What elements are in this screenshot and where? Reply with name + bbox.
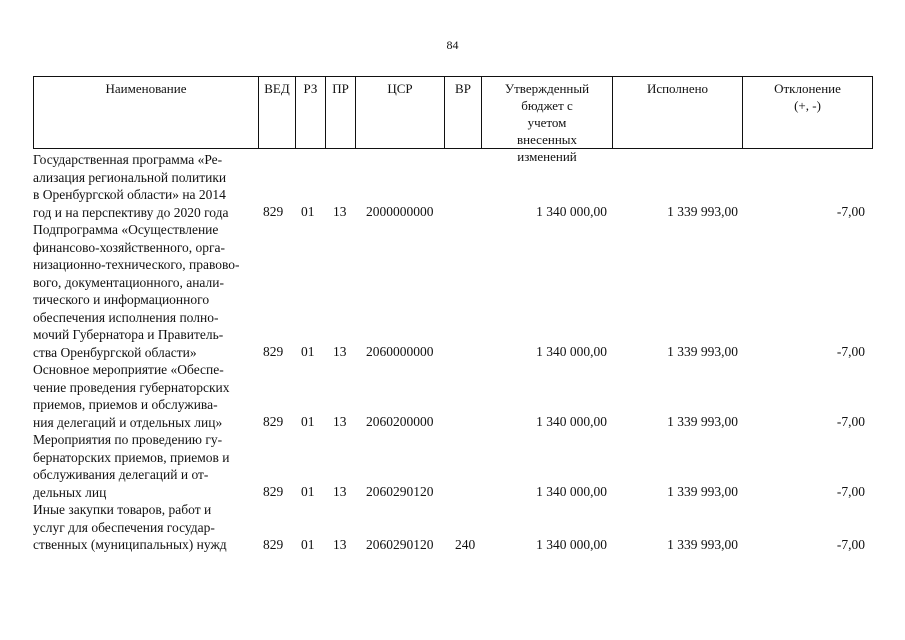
header-deviation: Отклонение (+, -)	[742, 77, 872, 148]
table-header	[33, 76, 873, 164]
row-pr: 13	[333, 537, 347, 552]
row-ved: 829	[263, 537, 284, 552]
row-budget: 1 340 000,00	[536, 344, 607, 359]
row-executed: 1 339 993,00	[667, 204, 738, 219]
row-name: Иные закупки товаров, работ и услуг для обеспечения государ- ственных (муниципальных) нужд	[33, 502, 227, 552]
table-row	[33, 431, 873, 503]
row-budget: 1 340 000,00	[536, 204, 607, 219]
row-ved: 829	[263, 204, 284, 219]
header-pr: ПР	[325, 77, 355, 148]
table-row	[33, 221, 873, 363]
row-csr: 2000000000	[366, 204, 434, 219]
row-csr: 2060290120	[366, 484, 434, 499]
header-vr: ВР	[444, 77, 481, 148]
row-deviation: -7,00	[836, 484, 865, 499]
row-executed: 1 339 993,00	[667, 344, 738, 359]
row-csr: 2060200000	[366, 414, 434, 429]
row-executed: 1 339 993,00	[667, 537, 738, 552]
row-ved: 829	[263, 344, 284, 359]
row-deviation: -7,00	[836, 537, 865, 552]
row-ved: 829	[263, 484, 284, 499]
row-executed: 1 339 993,00	[667, 484, 738, 499]
row-budget: 1 340 000,00	[536, 537, 607, 552]
row-name: Государственная программа «Ре- ализация региональной политики в Оренбургской области» на 2014 год и на перспективу до 2020 года	[33, 152, 229, 220]
row-deviation: -7,00	[836, 204, 865, 219]
row-name: Подпрограмма «Осуществление финансово-хозяйственного, орга- низационно-технического, правово- вого, документационного, анали- тического и информационного обеспечения исполнения полно- мочий Губернатора и Правитель- ства Оренбургской области»	[33, 222, 240, 360]
row-rz: 01	[301, 344, 315, 359]
row-deviation: -7,00	[836, 344, 865, 359]
row-ved: 829	[263, 414, 284, 429]
row-rz: 01	[301, 414, 315, 429]
row-rz: 01	[301, 204, 315, 219]
table-row	[33, 361, 873, 433]
table-row	[33, 501, 873, 556]
row-name: Мероприятия по проведению гу- бернаторских приемов, приемов и обслуживания делегаций и от- дельных лиц	[33, 432, 230, 500]
header-rz: РЗ	[295, 77, 325, 148]
row-pr: 13	[333, 344, 347, 359]
row-pr: 13	[333, 484, 347, 499]
header-executed: Исполнено	[612, 77, 742, 148]
header-ved: ВЕД	[258, 77, 295, 148]
row-rz: 01	[301, 537, 315, 552]
row-budget: 1 340 000,00	[536, 484, 607, 499]
row-budget: 1 340 000,00	[536, 414, 607, 429]
page-number: 84	[446, 38, 459, 52]
row-csr: 2060290120	[366, 537, 434, 552]
header-csr: ЦСР	[355, 77, 444, 148]
table-row	[33, 151, 873, 223]
row-pr: 13	[333, 414, 347, 429]
row-rz: 01	[301, 484, 315, 499]
header-budget: Утвержденный бюджет с учетом внесенных изменений	[481, 77, 612, 148]
row-vr: 240	[455, 537, 476, 552]
row-csr: 2060000000	[366, 344, 434, 359]
row-name: Основное мероприятие «Обеспе- чение проведения губернаторских приемов, приемов и обслужива- ния делегаций и отдельных лиц»	[33, 362, 230, 430]
row-executed: 1 339 993,00	[667, 414, 738, 429]
header-name: Наименование	[105, 81, 187, 96]
row-deviation: -7,00	[836, 414, 865, 429]
row-pr: 13	[333, 204, 347, 219]
